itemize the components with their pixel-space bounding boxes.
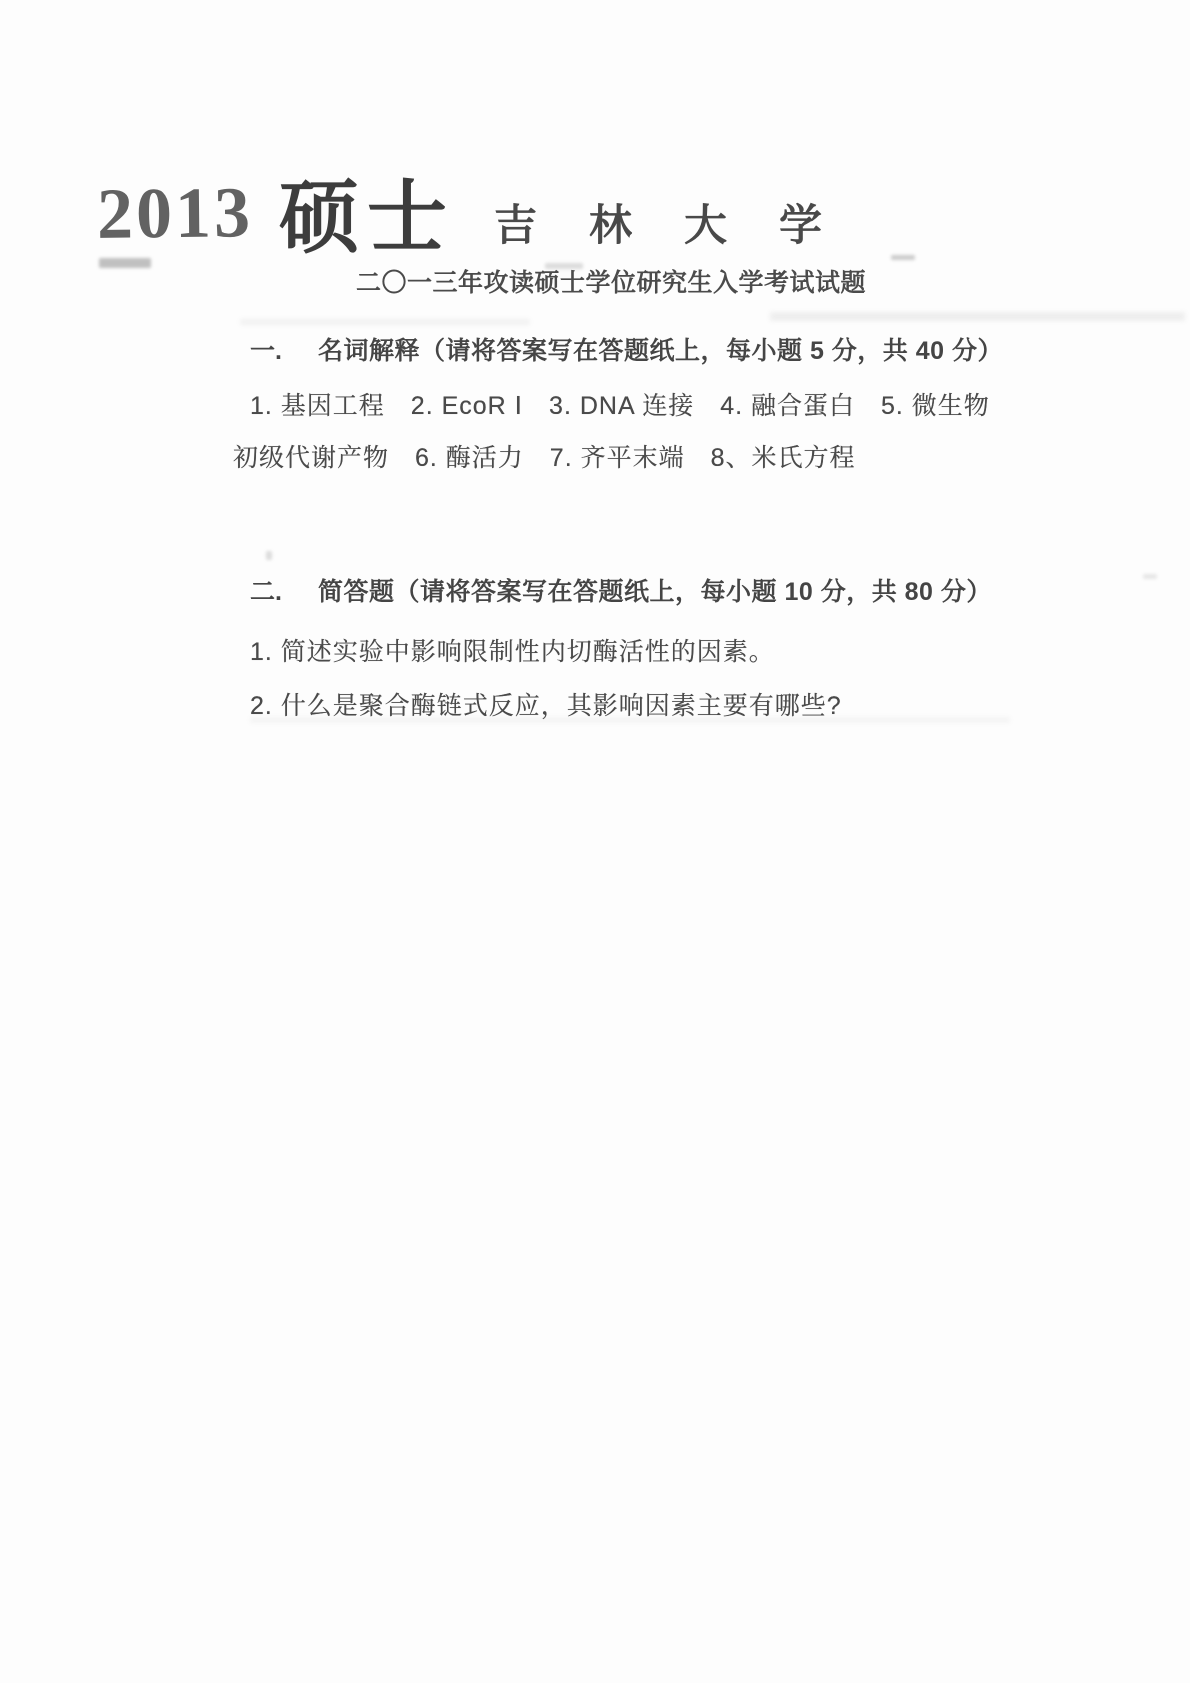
scan-artifact — [770, 312, 1185, 321]
section-2-heading-row — [250, 572, 992, 608]
university-name: 吉林大学 — [494, 202, 874, 250]
exam-subtitle: 二〇一三年攻读硕士学位研究生入学考试试题 — [356, 269, 867, 297]
section-2-heading: 简答题（请将答案写在答题纸上，每小题 10 分，共 80 分） — [318, 578, 992, 606]
section-1-number: 一. — [250, 337, 282, 365]
scan-artifact — [240, 319, 530, 325]
scan-artifact — [545, 263, 583, 269]
degree-label: 硕士 — [279, 173, 455, 262]
section-1-heading-row — [250, 331, 1003, 367]
section-2-question-1: 1. 简述实验中影响限制性内切酶活性的因素。 — [250, 638, 775, 666]
section-2-number: 二. — [250, 578, 282, 606]
scan-artifact — [266, 551, 272, 560]
scan-artifact — [99, 258, 151, 268]
scan-artifact — [250, 717, 1010, 723]
section-1-heading: 名词解释（请将答案写在答题纸上，每小题 5 分，共 40 分） — [318, 337, 1003, 365]
scan-artifact — [1143, 574, 1157, 579]
section-2-question-2: 2. 什么是聚合酶链式反应，其影响因素主要有哪些? — [250, 692, 842, 720]
scan-artifact — [891, 255, 915, 260]
section-1-terms-line-1: 1. 基因工程 2. EcoR Ⅰ 3. DNA 连接 4. 融合蛋白 5. 微生物 — [250, 392, 990, 420]
exam-year: 2013 — [96, 172, 254, 254]
section-1-terms-line-2: 初级代谢产物 6. 酶活力 7. 齐平末端 8、米氏方程 — [233, 444, 856, 472]
